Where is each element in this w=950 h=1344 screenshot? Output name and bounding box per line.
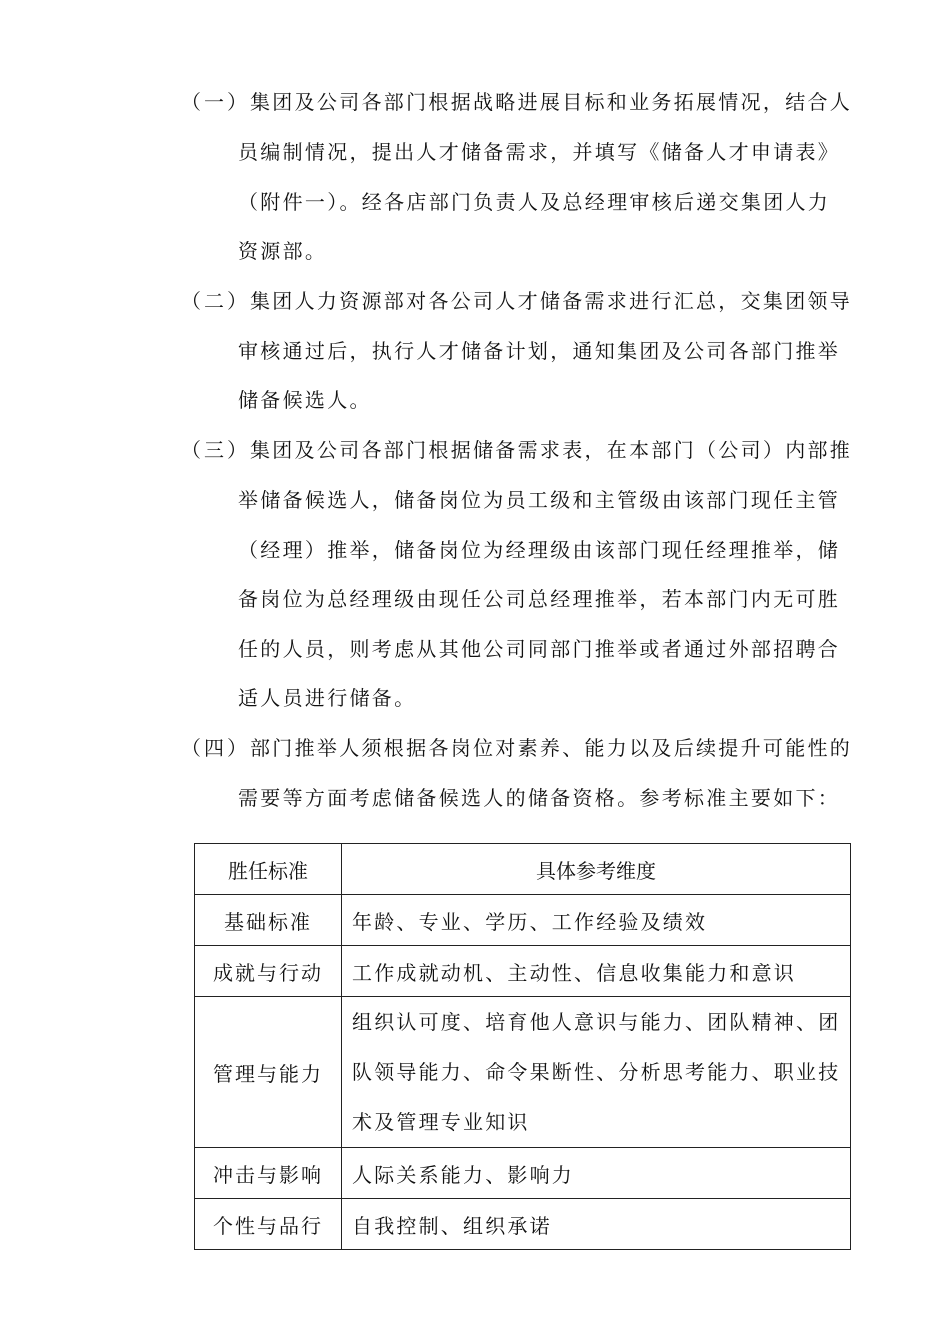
row-detail-line: 术及管理专业知识 [352,1110,530,1134]
row-detail: 自我控制、组织承诺 [342,1199,851,1250]
table-row [195,997,851,1148]
header-criterion: 胜任标准 [195,844,342,895]
row-detail: 工作成就动机、主动性、信息收集能力和意识 [342,946,851,997]
table-row [195,1148,851,1199]
table-row [195,1199,851,1250]
item-4-number: （四） [181,736,250,760]
item-3-line-5: 任的人员，则考虑从其他公司同部门推举或者通过外部招聘合 [238,637,841,661]
criteria-table [194,843,851,1250]
item-3-line-3: （经理）推举，储备岗位为经理级由该部门现任经理推举，储 [238,538,841,562]
item-1-line-1: 集团及公司各部门根据战略进展目标和业务拓展情况，结合人 [250,90,853,114]
item-4-line-1: 部门推举人须根据各岗位对素养、能力以及后续提升可能性的 [250,736,853,760]
item-3-number: （三） [181,438,250,462]
row-detail: 人际关系能力、影响力 [342,1148,851,1199]
item-3-line-6: 适人员进行储备。 [238,686,417,710]
item-1-line-3: （附件一）。经各店部门负责人及总经理审核后递交集团人力 [238,190,831,214]
item-2-line-1: 集团人力资源部对各公司人才储备需求进行汇总，交集团领导 [250,289,853,313]
row-criterion: 管理与能力 [195,997,342,1148]
item-2-line-3: 储备候选人。 [238,388,372,412]
item-3-line-4: 备岗位为总经理级由现任公司总经理推举，若本部门内无可胜 [238,587,841,611]
item-1-line-2: 员编制情况，提出人才储备需求，并填写《储备人才申请表》 [238,140,841,164]
item-3-line-2: 举储备候选人，储备岗位为员工级和主管级由该部门现任主管 [238,488,841,512]
item-4-line-2: 需要等方面考虑储备候选人的储备资格。参考标准主要如下： [238,786,841,810]
row-detail: 年龄、专业、学历、工作经验及绩效 [342,895,851,946]
item-2-line-2: 审核通过后，执行人才储备计划，通知集团及公司各部门推举 [238,339,841,363]
row-detail-line: 组织认可度、培育他人意识与能力、团队精神、团 [352,1010,841,1034]
item-3-line-1: 集团及公司各部门根据储备需求表，在本部门（公司）内部推 [250,438,853,462]
row-criterion: 成就与行动 [195,946,342,997]
header-detail: 具体参考维度 [342,844,851,895]
item-2-number: （二） [181,289,250,313]
row-criterion: 个性与品行 [195,1199,342,1250]
row-criterion: 基础标准 [195,895,342,946]
table-row [195,946,851,997]
row-detail-line: 队领导能力、命令果断性、分析思考能力、职业技 [352,1060,841,1084]
item-1-line-4: 资源部。 [238,239,328,263]
table-row [195,895,851,946]
table-header-row [195,844,851,895]
row-criterion: 冲击与影响 [195,1148,342,1199]
item-1-number: （一） [181,90,250,114]
row-detail [342,997,851,1148]
